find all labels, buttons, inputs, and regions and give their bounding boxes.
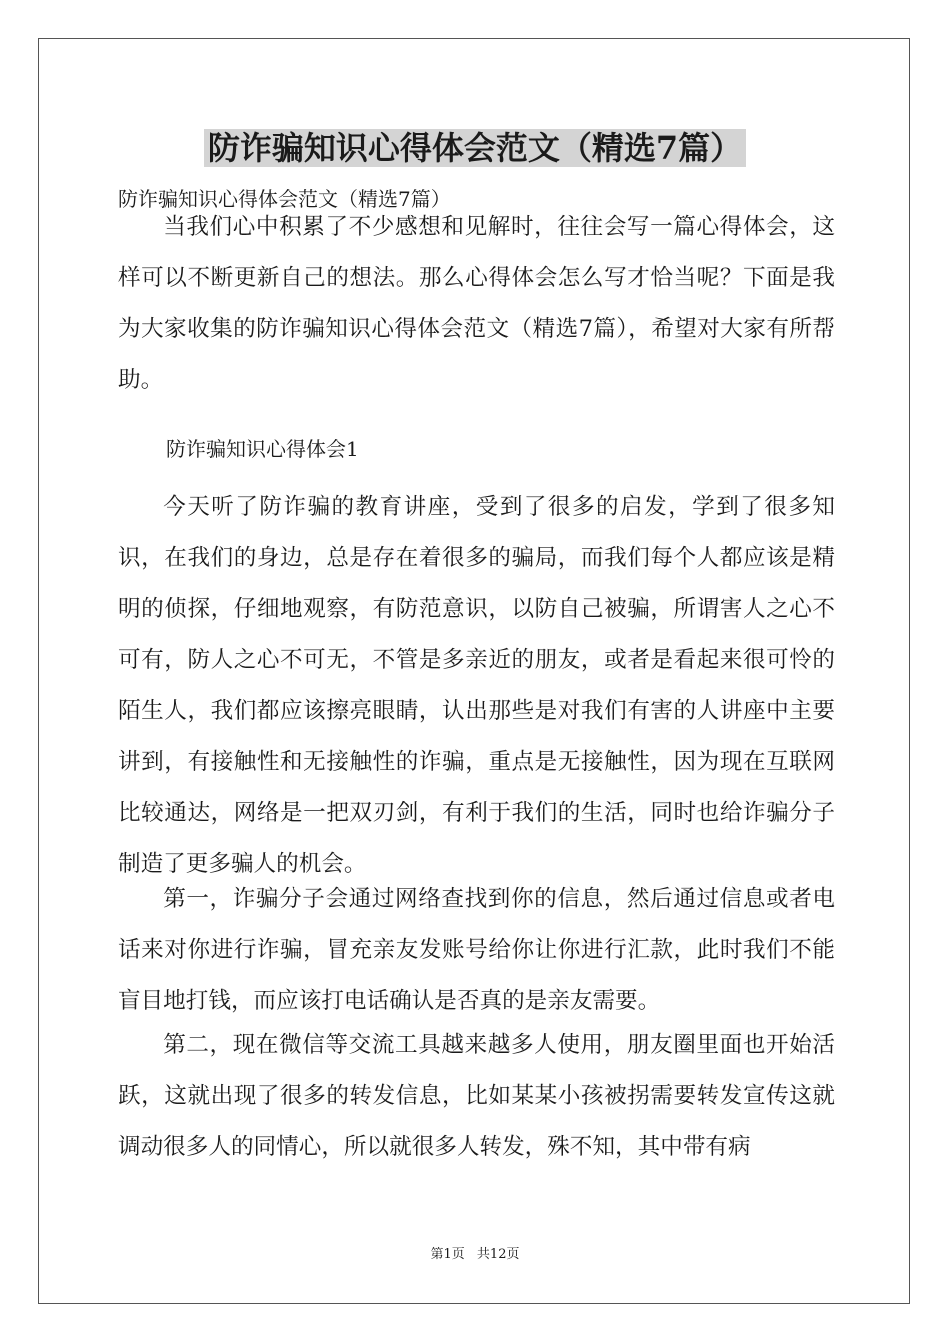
body-paragraph-1: 今天听了防诈骗的教育讲座，受到了很多的启发，学到了很多知识，在我们的身边，总是存在着很多的骗局，而我们每个人都应该是精明的侦探，仔细地观察，有防范意识，以防自己被骗，所谓害人之心不可有，防人之心不可无，不管是多亲近的朋友，或者是看起来很可怜的陌生人，我们都应该擦亮眼睛，认出那些是对我们有害的人讲座中主要讲到，有接触性和无接触性的诈骗，重点是无接触性，因为现在互联网比较通达，网络是一把双刃剑，有利于我们的生活，同时也给诈骗分子制造了更多骗人的机会。 <box>118 494 835 877</box>
document-title-text: 防诈骗知识心得体会范文（精选7篇） <box>204 129 746 167</box>
document-subtitle: 防诈骗知识心得体会范文（精选7篇） <box>118 187 451 211</box>
body-paragraph-2: 第一，诈骗分子会通过网络查找到你的信息，然后通过信息或者电话来对你进行诈骗，冒充亲友发账号给你让你进行汇款，此时我们不能盲目地打钱，而应该打电话确认是否真的是亲友需要。 <box>118 886 835 1014</box>
body-paragraph-3: 第二，现在微信等交流工具越来越多人使用，朋友圈里面也开始活跃，这就出现了很多的转发信息，比如某某小孩被拐需要转发宣传这就调动很多人的同情心，所以就很多人转发，殊不知，其中带有病 <box>118 1032 835 1160</box>
section-heading: 防诈骗知识心得体会1 <box>166 437 359 461</box>
document-title <box>0 126 950 170</box>
intro-paragraph: 当我们心中积累了不少感想和见解时，往往会写一篇心得体会，这样可以不断更新自己的想法。那么心得体会怎么写才恰当呢？下面是我为大家收集的防诈骗知识心得体会范文（精选7篇），希望对大家有所帮助。 <box>118 214 835 393</box>
page-footer: 第1页 共12页 <box>430 1247 520 1262</box>
